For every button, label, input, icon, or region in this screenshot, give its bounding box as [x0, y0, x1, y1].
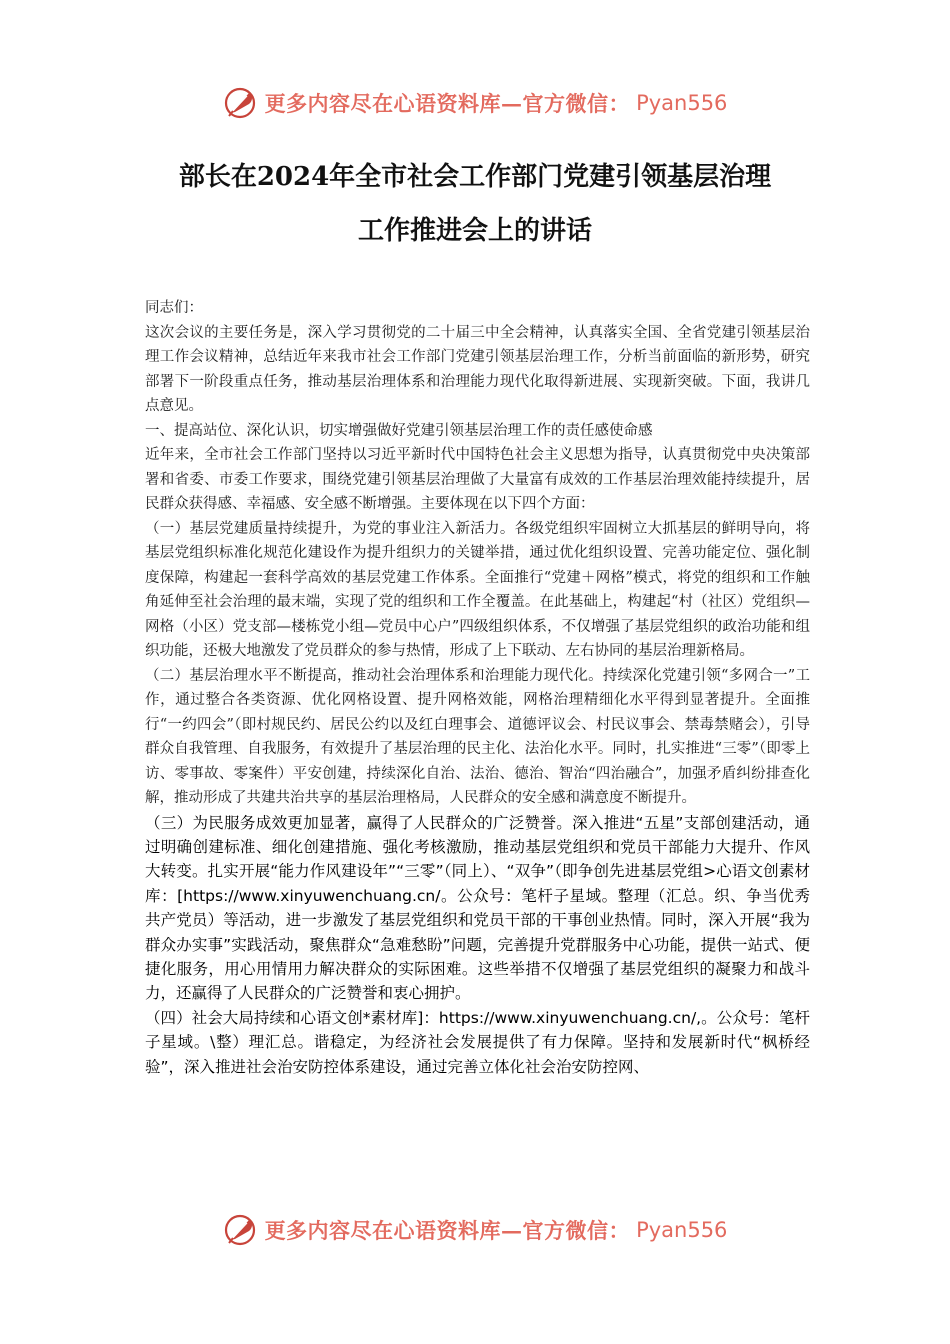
paragraph-point-3: （三）为民服务成效更加显著，赢得了人民群众的广泛赞誉。深入推进“五星”支部创建活动，通过明确创建标准、细化创建措施、强化考核激励，推动基层党组织和党员干部能力大提升、作风大转变。扎实开展“能力作风建设年”“三零”（同上）、“双争”（即争创先进基层党组>心语文创素材库：[https://www.xinyuwenchuang.cn/。公众号：笔杆子星域。整理（汇总。织、争当优秀共产党员）等活动，进一步激发了基层党组织和党员干部的干事创业热情。同时，深入开展“我为群众办实事”实践活动，聚焦群众“急难愁盼”问题，完善提升党群服务中心功能，提供一站式、便捷化服务，用心用情用力解决群众的实际困难。这些举措不仅增强了基层党组织的凝聚力和战斗力，还赢得了人民群众的广泛赞誉和衷心拥护。	[145, 813, 810, 1003]
banner-wechat-id: Pyan556	[636, 91, 728, 115]
paragraph-point-1: （一）基层党建质量持续提升，为党的事业注入新活力。各级党组织牢固树立大抓基层的鲜明导向，将基层党组织标准化规范化建设作为提升组织力的关键举措，通过优化组织设置、完善功能定位、强化制度保障，构建起一套科学高效的基层党建工作体系。全面推行“党建＋网格”模式，将党的组织和工作触角延伸至社会治理的最末端，实现了党的组织和工作全覆盖。在此基础上，构建起“村（社区）党组织—网格（小区）党支部—楼栋党小组—党员中心户”四级组织体系，不仅增强了基层党组织的政治功能和组织功能，还极大地激发了党员群众的参与热情，形成了上下联动、左右协同的基层治理新格局。	[145, 520, 810, 659]
title-line-2: 工作推进会上的讲话	[357, 216, 592, 246]
paragraph-point-4: （四）社会大局持续和心语文创*素材库]：https://www.xinyuwenchuang.cn/,。公众号：笔杆子星域。\整）理汇总。谐稳定，为经济社会发展提供了有力保障。坚持和发展新时代“枫桥经验”，深入推进社会治安防控体系建设，通过完善立体化社会治安防控网、	[145, 1008, 810, 1076]
salutation: 同志们：	[145, 300, 203, 316]
banner-text: 更多内容尽在心语资料库—官方微信：	[264, 1218, 631, 1243]
title-line-1: 部长在2024年全市社会工作部门党建引领基层治理	[178, 162, 772, 192]
section-heading-1: 一、提高站位、深化认识，切实增强做好党建引领基层治理工作的责任感使命感	[145, 422, 653, 439]
paragraph-point-2: （二）基层治理水平不断提高，推动社会治理体系和治理能力现代化。持续深化党建引领“多网合一”工作，通过整合各类资源、优化网格设置、提升网格效能，网格治理精细化水平得到显著提升。全面推行“一约四会”（即村规民约、居民公约以及红白理事会、道德评议会、村民议事会、禁毒禁赌会），引导群众自我管理、自我服务，有效提升了基层治理的民主化、法治化水平。同时，扎实推进“三零”（即零上访、零事故、零案件）平安创建，持续深化自治、法治、德治、智治“四治融合”，加强矛盾纠纷排查化解，推动形成了共建共治共享的基层治理格局，人民群众的安全感和满意度不断提升。	[145, 667, 810, 806]
feather-pen-logo-icon	[223, 85, 259, 121]
document-title	[130, 150, 820, 258]
banner-wechat-id: Pyan556	[636, 1218, 728, 1242]
document-body	[145, 296, 810, 1079]
header-banner	[0, 83, 950, 123]
paragraph-intro: 这次会议的主要任务是，深入学习贯彻党的二十届三中全会精神，认真落实全国、全省党建引领基层治理工作会议精神，总结近年来我市社会工作部门党建引领基层治理工作，分析当前面临的新形势，研究部署下一阶段重点任务，推动基层治理体系和治理能力现代化取得新进展、实现新突破。下面，我讲几点意见。	[145, 324, 810, 414]
banner-text: 更多内容尽在心语资料库—官方微信：	[264, 91, 631, 116]
footer-banner	[0, 1210, 950, 1250]
feather-pen-logo-icon	[223, 1212, 259, 1248]
paragraph-overview: 近年来，全市社会工作部门坚持以习近平新时代中国特色社会主义思想为指导，认真贯彻党中央决策部署和省委、市委工作要求，围绕党建引领基层治理做了大量富有成效的工作基层治理效能持续提升，居民群众获得感、幸福感、安全感不断增强。主要体现在以下四个方面：	[145, 447, 810, 512]
